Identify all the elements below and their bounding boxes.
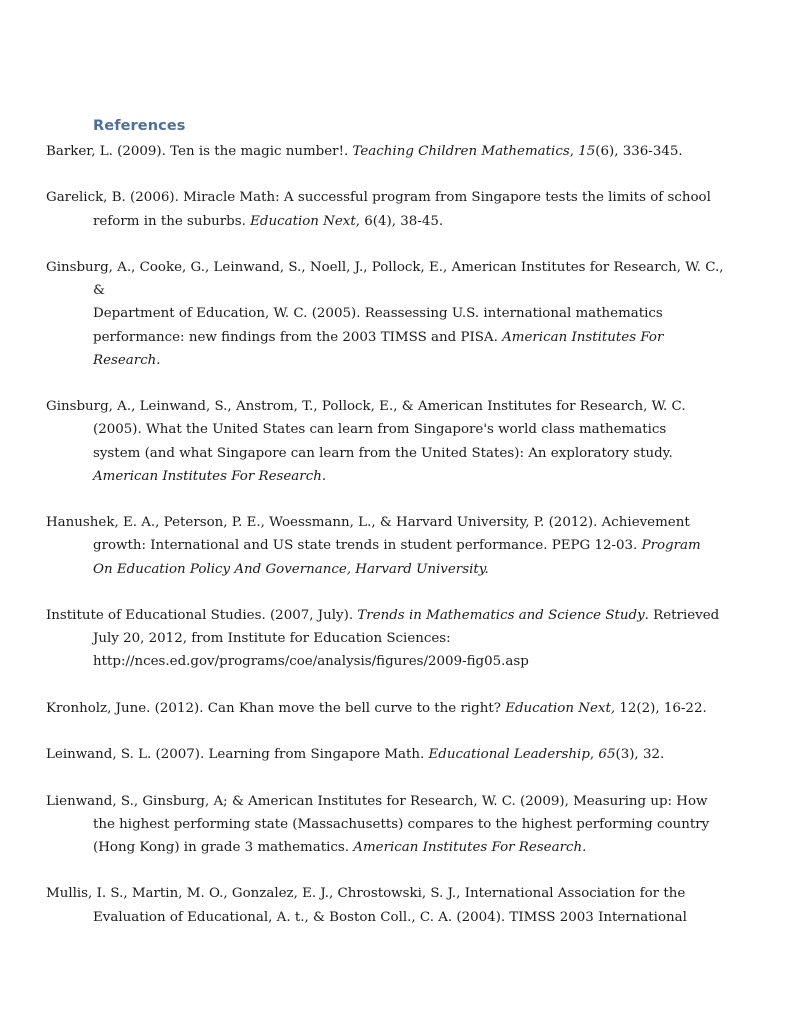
- reference-text: (6), 336-345.: [595, 144, 683, 159]
- reference-italic-text: Teaching Children Mathematics: [352, 144, 570, 159]
- reference-text: Evaluation of Educational, A. t., & Boston Coll., C. A. (2004). TIMSS 2003 International: [93, 909, 687, 925]
- reference-text: (3), 32.: [615, 747, 665, 763]
- reference-text: (Hong Kong) in grade 3 mathematics.: [93, 839, 354, 855]
- reference-text: Institute of Educational Studies. (2007, July).: [46, 607, 358, 623]
- reference-text: Ginsburg, A., Cooke, G., Leinwand, S., Noell, J., Pollock, E., American Institutes for Research, W. C., &: [46, 259, 724, 299]
- reference-italic-text: Education Next,: [505, 700, 616, 716]
- reference-italic-text: Education Next: [250, 213, 356, 229]
- reference-text: , 6(4), 38-45.: [355, 213, 444, 229]
- reference-entry: [46, 790, 736, 860]
- reference-italic-text: Research.: [93, 352, 161, 368]
- reference-text: the highest performing state (Massachusetts) compares to the highest performing country: [93, 816, 710, 832]
- reference-text: ,: [569, 144, 579, 159]
- references-heading: References: [93, 118, 186, 134]
- reference-text: reform in the suburbs.: [93, 213, 251, 229]
- reference-text: http://nces.ed.gov/programs/coe/analysis/figures/2009-fig05.asp: [93, 654, 529, 670]
- reference-italic-text: American Institutes For Research.: [93, 468, 327, 484]
- reference-text: Leinwand, S. L. (2007). Learning from Singapore Math.: [46, 747, 429, 763]
- reference-italic-text: American Institutes For: [502, 329, 664, 345]
- reference-list: [46, 140, 736, 952]
- reference-text: ,: [589, 747, 599, 763]
- reference-text: Barker, L. (2009). Ten is the magic number!.: [46, 144, 353, 159]
- reference-text: performance: new findings from the 2003 TIMSS and PISA.: [93, 329, 503, 345]
- reference-entry: [46, 186, 736, 232]
- reference-entry: [46, 511, 736, 581]
- reference-text: July 20, 2012, from Institute for Education Sciences:: [93, 631, 451, 647]
- reference-italic-text: American Institutes For Research.: [353, 839, 587, 855]
- reference-entry: [46, 140, 736, 163]
- reference-text: Ginsburg, A., Leinwand, S., Anstrom, T., Pollock, E., & American Institutes for Research, W. C.: [46, 399, 686, 415]
- reference-italic-text: Educational Leadership: [428, 747, 590, 763]
- reference-entry: [46, 743, 736, 766]
- reference-italic-text: Program: [641, 538, 701, 554]
- reference-italic-text: On Education Policy And Governance, Harvard University.: [93, 561, 489, 577]
- reference-text: Garelick, B. (2006). Miracle Math: A successful program from Singapore tests the limits of school: [46, 190, 711, 206]
- reference-text: Kronholz, June. (2012). Can Khan move the bell curve to the right?: [46, 700, 506, 716]
- reference-entry: [46, 395, 736, 488]
- reference-text: (2005). What the United States can learn from Singapore's world class mathematics: [93, 422, 667, 438]
- reference-text: growth: International and US state trends in student performance. PEPG 12-03.: [93, 538, 642, 554]
- reference-italic-text: 15: [578, 144, 596, 159]
- reference-text: Lienwand, S., Ginsburg, A; & American Institutes for Research, W. C. (2009), Measuring up: How: [46, 793, 708, 809]
- reference-text: system (and what Singapore can learn from the United States): An exploratory study.: [93, 445, 673, 461]
- reference-text: Department of Education, W. C. (2005). Reassessing U.S. international mathematics: [93, 306, 663, 322]
- reference-italic-text: 65: [598, 747, 616, 763]
- reference-entry: [46, 882, 736, 928]
- reference-text: Mullis, I. S., Martin, M. O., Gonzalez, E. J., Chrostowski, S. J., International Association for the: [46, 886, 686, 902]
- reference-entry: [46, 697, 736, 720]
- reference-text: 12(2), 16-22.: [615, 700, 707, 716]
- reference-text: Hanushek, E. A., Peterson, P. E., Woessmann, L., & Harvard University, P. (2012). Achievement: [46, 515, 690, 531]
- reference-entry: [46, 256, 736, 372]
- reference-entry: [46, 604, 736, 674]
- reference-italic-text: Trends in Mathematics and Science Study: [357, 607, 645, 623]
- reference-text: . Retrieved: [644, 607, 720, 623]
